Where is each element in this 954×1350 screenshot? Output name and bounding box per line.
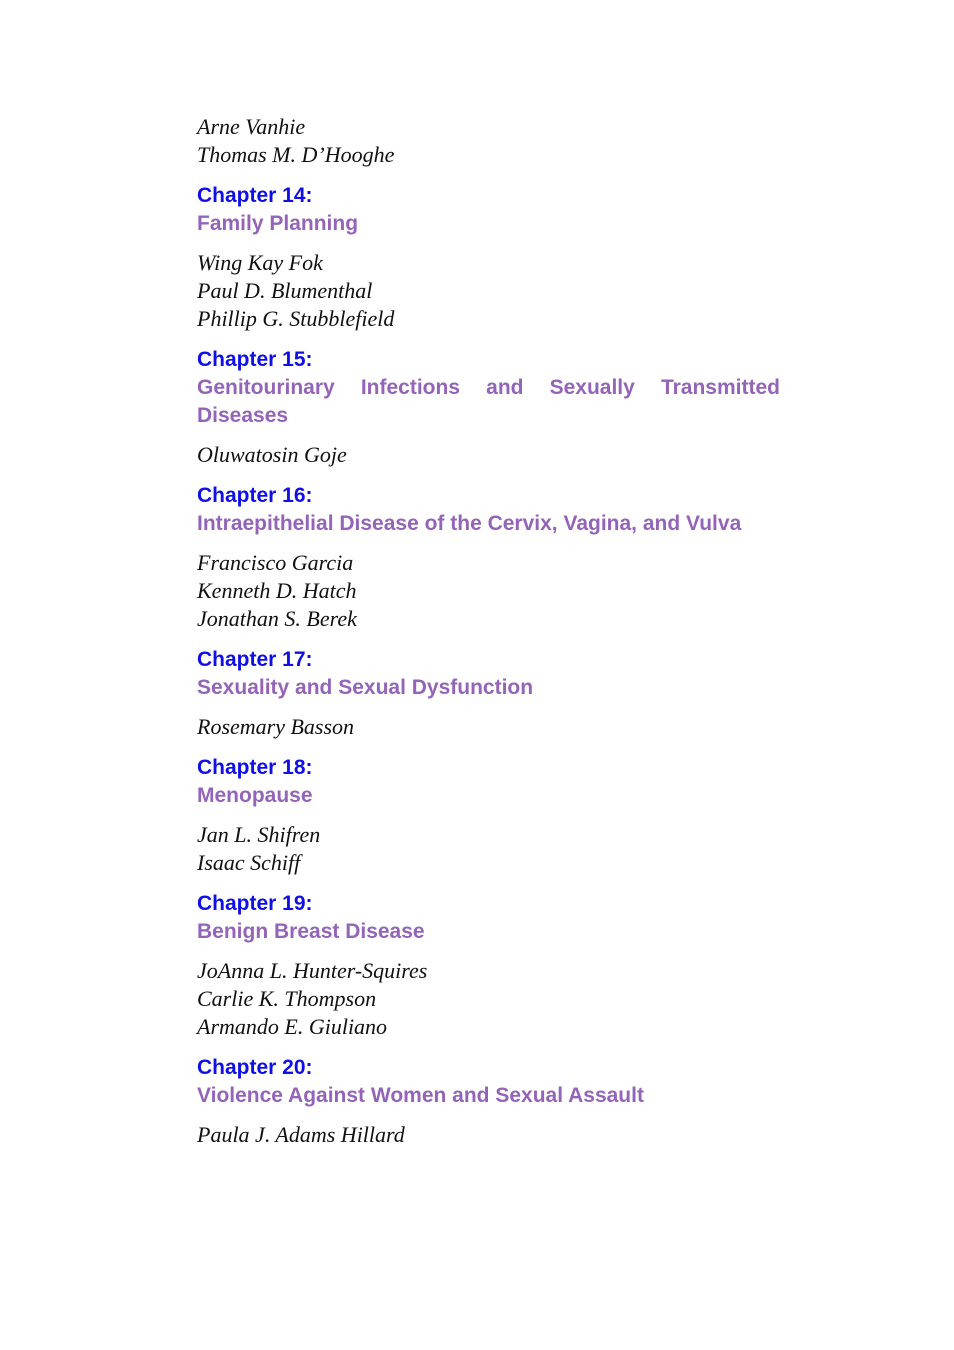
chapter-heading-17 (197, 646, 780, 702)
author-name: Carlie K. Thompson (197, 986, 377, 1011)
author-name: Phillip G. Stubblefield (197, 306, 395, 331)
chapter-number: Chapter 15: (197, 348, 313, 371)
chapter-number: Chapter 20: (197, 1056, 313, 1079)
chapter-title-link[interactable]: Menopause (197, 784, 313, 807)
author-name: Wing Kay Fok (197, 250, 323, 275)
author-name: Armando E. Giuliano (197, 1014, 388, 1039)
author-name: Jonathan S. Berek (197, 606, 357, 631)
table-of-contents (197, 113, 780, 1149)
chapter-number: Chapter 14: (197, 184, 313, 207)
author-name: Kenneth D. Hatch (197, 578, 357, 603)
chapter-number: Chapter 16: (197, 484, 313, 507)
author-name: Jan L. Shifren (197, 822, 321, 847)
chapter-title-link[interactable]: Family Planning (197, 212, 359, 235)
chapter-authors (197, 1121, 780, 1149)
chapter-heading-14 (197, 182, 780, 238)
chapter-heading-18 (197, 754, 780, 810)
author-name: Isaac Schiff (197, 850, 301, 875)
chapter-title-link[interactable]: Violence Against Women and Sexual Assault (197, 1084, 644, 1107)
chapter-title-link[interactable]: Genitourinary Infections and Sexually Transmitted Diseases (197, 376, 780, 427)
chapter-title-link[interactable]: Intraepithelial Disease of the Cervix, Vagina, and Vulva (197, 512, 742, 535)
author-name: Rosemary Basson (197, 714, 355, 739)
author-name: Paul D. Blumenthal (197, 278, 373, 303)
chapter-authors (197, 441, 780, 469)
chapter-authors (197, 821, 780, 877)
chapter-title-link[interactable]: Benign Breast Disease (197, 920, 425, 943)
leading-authors (197, 113, 780, 169)
chapter-heading-19 (197, 890, 780, 946)
chapter-authors (197, 249, 780, 333)
chapter-heading-16 (197, 482, 780, 538)
chapter-authors (197, 957, 780, 1041)
chapter-heading-20 (197, 1054, 780, 1110)
author-name: Arne Vanhie (197, 114, 306, 139)
chapter-number: Chapter 17: (197, 648, 313, 671)
chapter-title-link[interactable]: Sexuality and Sexual Dysfunction (197, 676, 534, 699)
author-name: JoAnna L. Hunter-Squires (197, 958, 428, 983)
author-name: Thomas M. D’Hooghe (197, 142, 395, 167)
chapter-number: Chapter 19: (197, 892, 313, 915)
author-name: Paula J. Adams Hillard (197, 1122, 405, 1147)
chapter-authors (197, 713, 780, 741)
chapter-number: Chapter 18: (197, 756, 313, 779)
chapter-heading-15 (197, 346, 780, 430)
author-name: Francisco Garcia (197, 550, 354, 575)
author-name: Oluwatosin Goje (197, 442, 347, 467)
chapter-authors (197, 549, 780, 633)
